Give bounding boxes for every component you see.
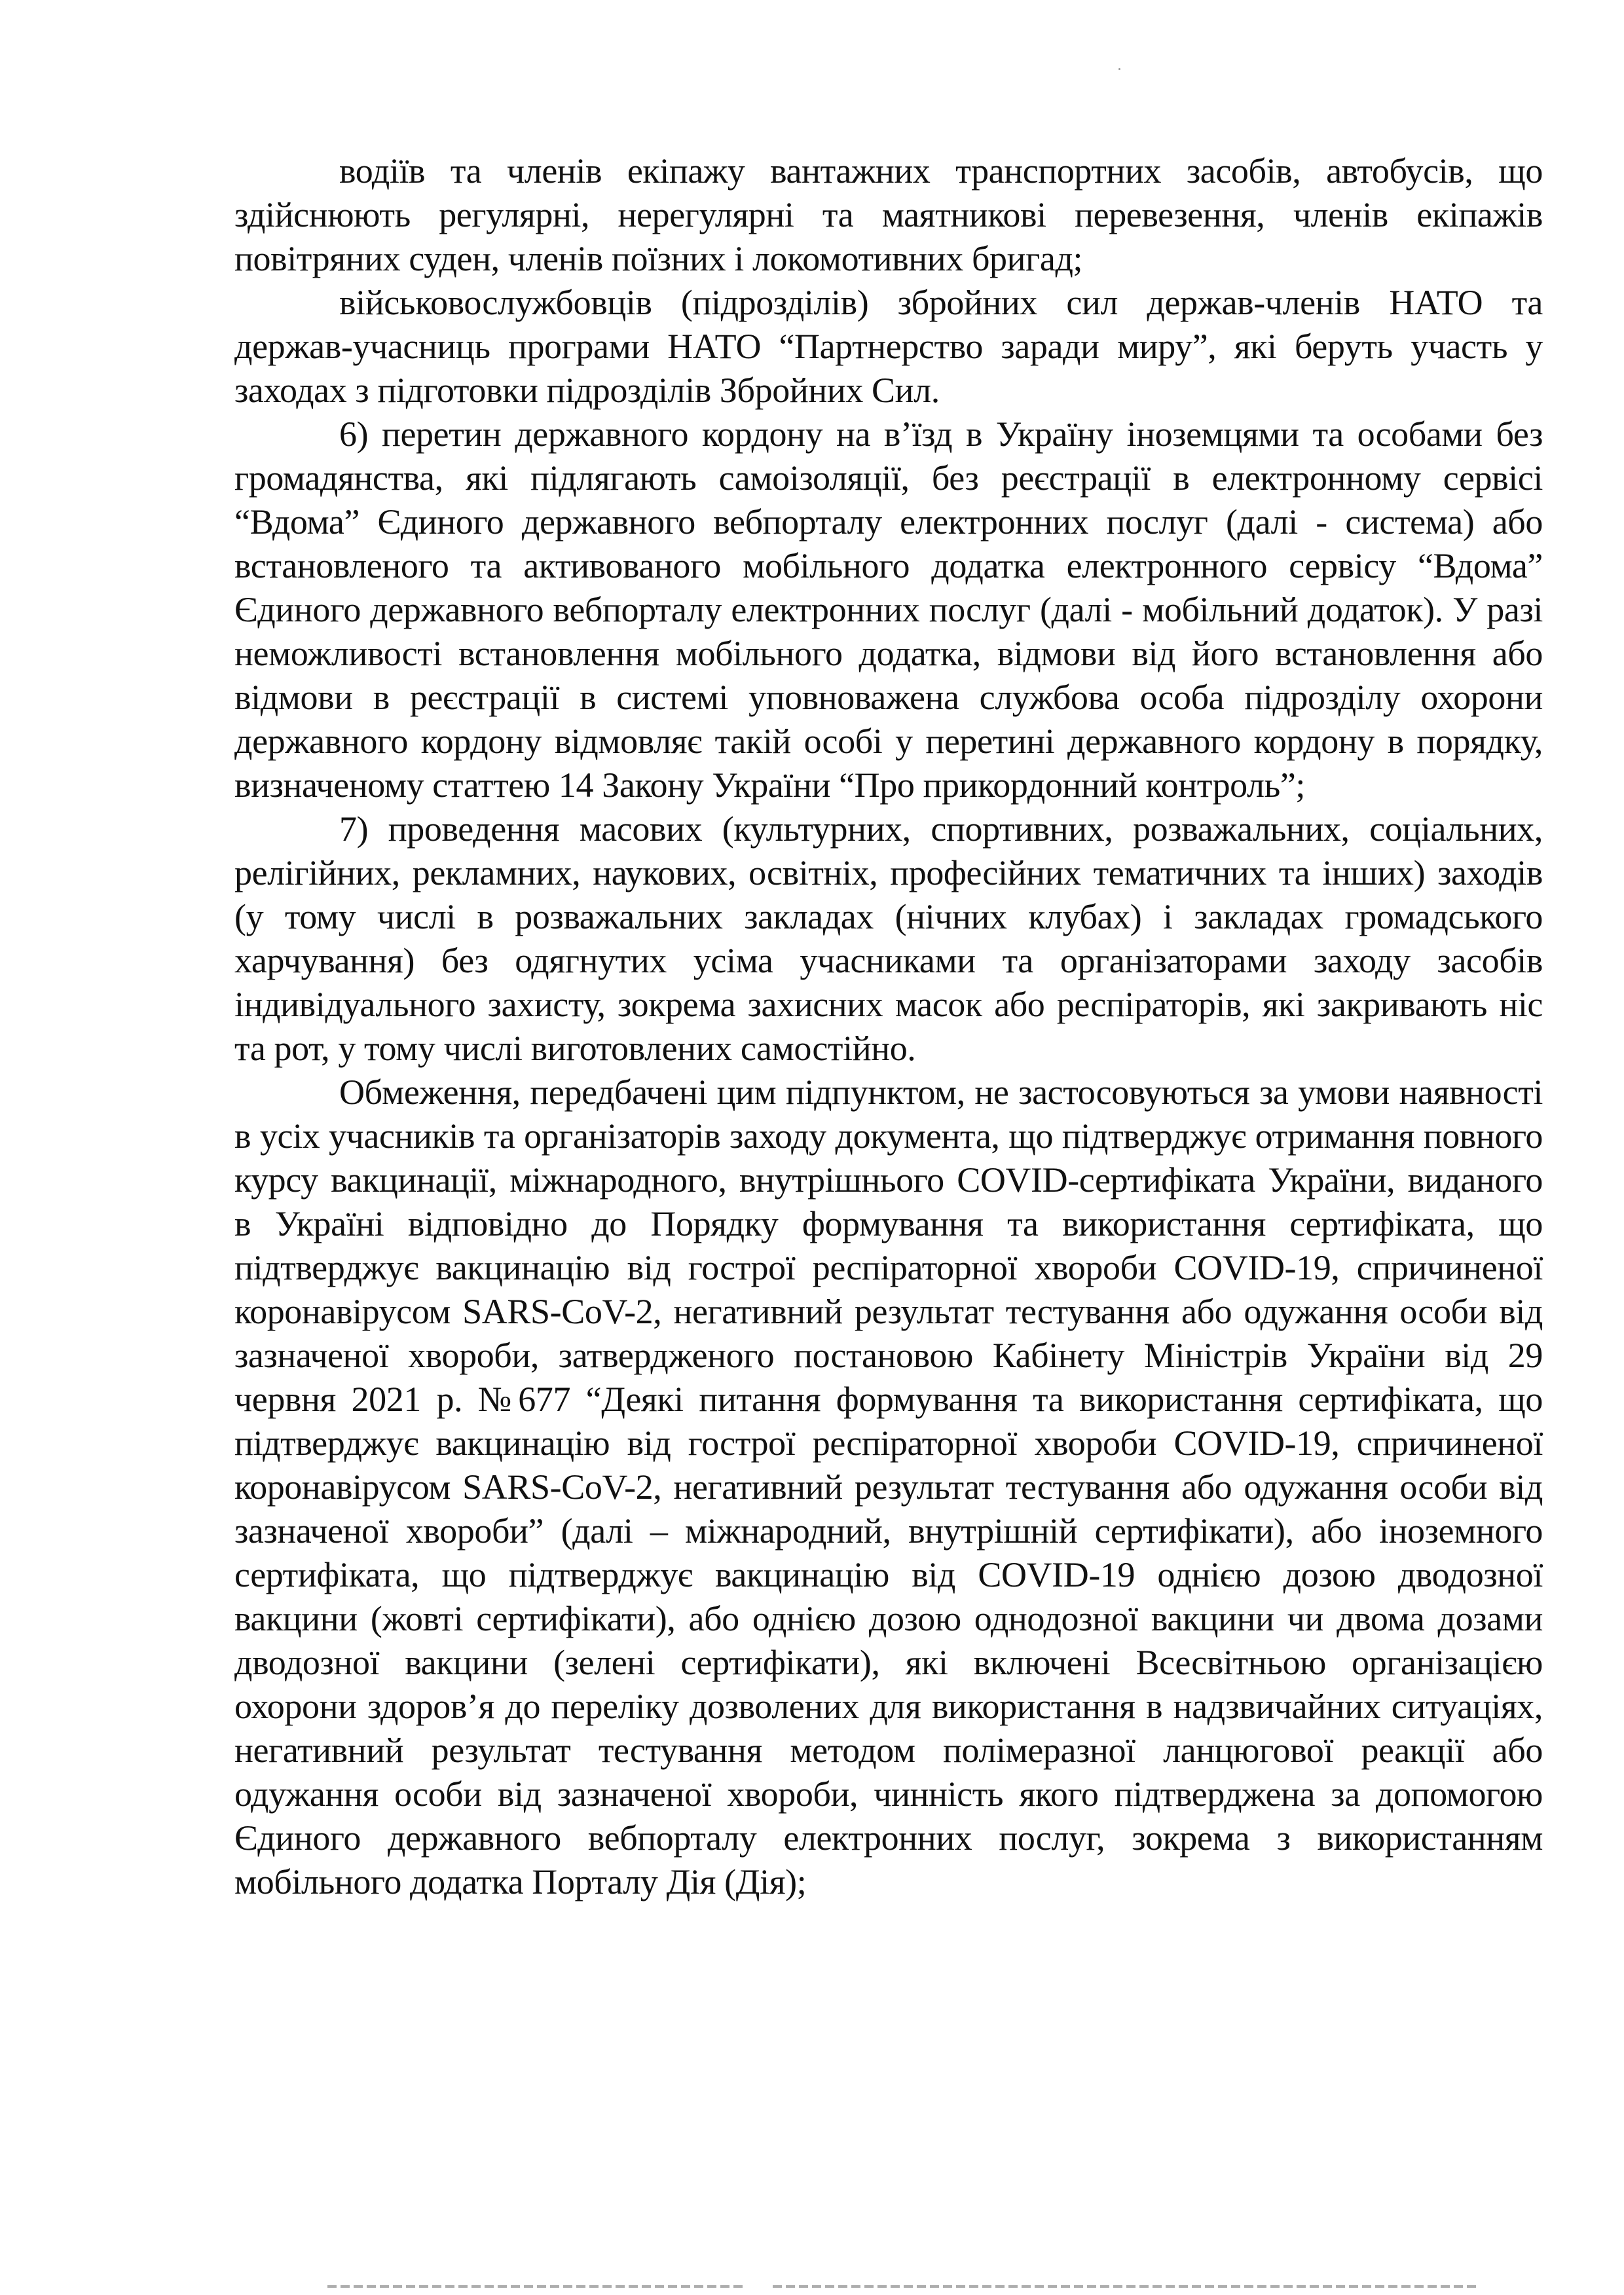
- document-body: [234, 149, 1543, 1904]
- scan-edge-line: [773, 2285, 1480, 2288]
- paragraph-item-6-border-crossing: 6) перетин державного кордону на в’їзд в Україну іноземцями та особами без громадянства, які підлягають самоізоляції, без реєстрації в електронному сервісі “Вдома” Єдиного державного вебпорталу електронних послуг (далі - система) або встановленого та активованого мобільного додатка електронного сервісу “Вдома” Єдиного державного вебпорталу електронних послуг (далі - мобільний додаток). У разі неможливості встановлення мобільного додатка, відмови від його встановлення або відмови в реєстрації в системі уповноважена службова особа підрозділу охорони державного кордону відмовляє такій особі у перетині державного кордону в порядку, визначеному статтею 14 Закону України “Про прикордонний контроль”;: [234, 414, 1543, 805]
- paragraph-nato-servicemen: військовослужбовців (підрозділів) збройних сил держав-членів НАТО та держав-учасниць програми НАТО “Партнерство заради миру”, які беруть участь у заходах з підготовки підрозділів Збройних Сил.: [234, 283, 1543, 410]
- paragraph-restrictions-exemption: Обмеження, передбачені цим підпунктом, не застосовуються за умови наявності в усіх учасників та організаторів заходу документа, що підтверджує отримання повного курсу вакцинації, міжнародного, внутрішнього COVID-сертифіката України, виданого в Україні відповідно до Порядку формування та використання сертифіката, що підтверджує вакцинацію від гострої респіраторної хвороби COVID-19, спричиненої коронавірусом SARS-CoV-2, негативний результат тестування або одужання особи від зазначеної хвороби, затвердженого постановою Кабінету Міністрів України від 29 червня 2021 р. №677 “Деякі питання формування та використання сертифіката, що підтверджує вакцинацію від гострої респіраторної хвороби COVID-19, спричиненої коронавірусом SARS-CoV-2, негативний результат тестування або одужання особи від зазначеної хвороби” (далі – міжнародний, внутрішній сертифікати), або іноземного сертифіката, що підтверджує вакцинацію від COVID-19 однією дозою дводозної вакцини (жовті сертифікати), або однією дозою однодозної вакцини чи двома дозами дводозної вакцини (зелені сертифікати), які включені Всесвітньою організацією охорони здоров’я до переліку дозволених для використання в надзвичайних ситуаціях, негативний результат тестування методом полімеразної ланцюгової реакції або одужання особи від зазначеної хвороби, чинність якого підтверджена за допомогою Єдиного державного вебпорталу електронних послуг, зокрема з використанням мобільного додатка Порталу Дія (Дія);: [234, 1073, 1543, 1901]
- scan-edge-line: [327, 2285, 747, 2288]
- scan-speck: [1118, 68, 1120, 70]
- paragraph-item-7-mass-events: 7) проведення масових (культурних, спортивних, розважальних, соціальних, релігійних, рекламних, наукових, освітніх, професійних тематичних та інших) заходів (у тому числі в розважальних закладах (нічних клубах) і закладах громадського харчування) без одягнутих усіма учасниками та організаторами заходу засобів індивідуального захисту, зокрема захисних масок або респіраторів, які закривають ніс та рот, у тому числі виготовлених самостійно.: [234, 809, 1543, 1068]
- paragraph-drivers-crew: водіїв та членів екіпажу вантажних транспортних засобів, автобусів, що здійснюють регулярні, нерегулярні та маятникові перевезення, членів екіпажів повітряних суден, членів поїзних і локомотивних бригад;: [234, 151, 1543, 278]
